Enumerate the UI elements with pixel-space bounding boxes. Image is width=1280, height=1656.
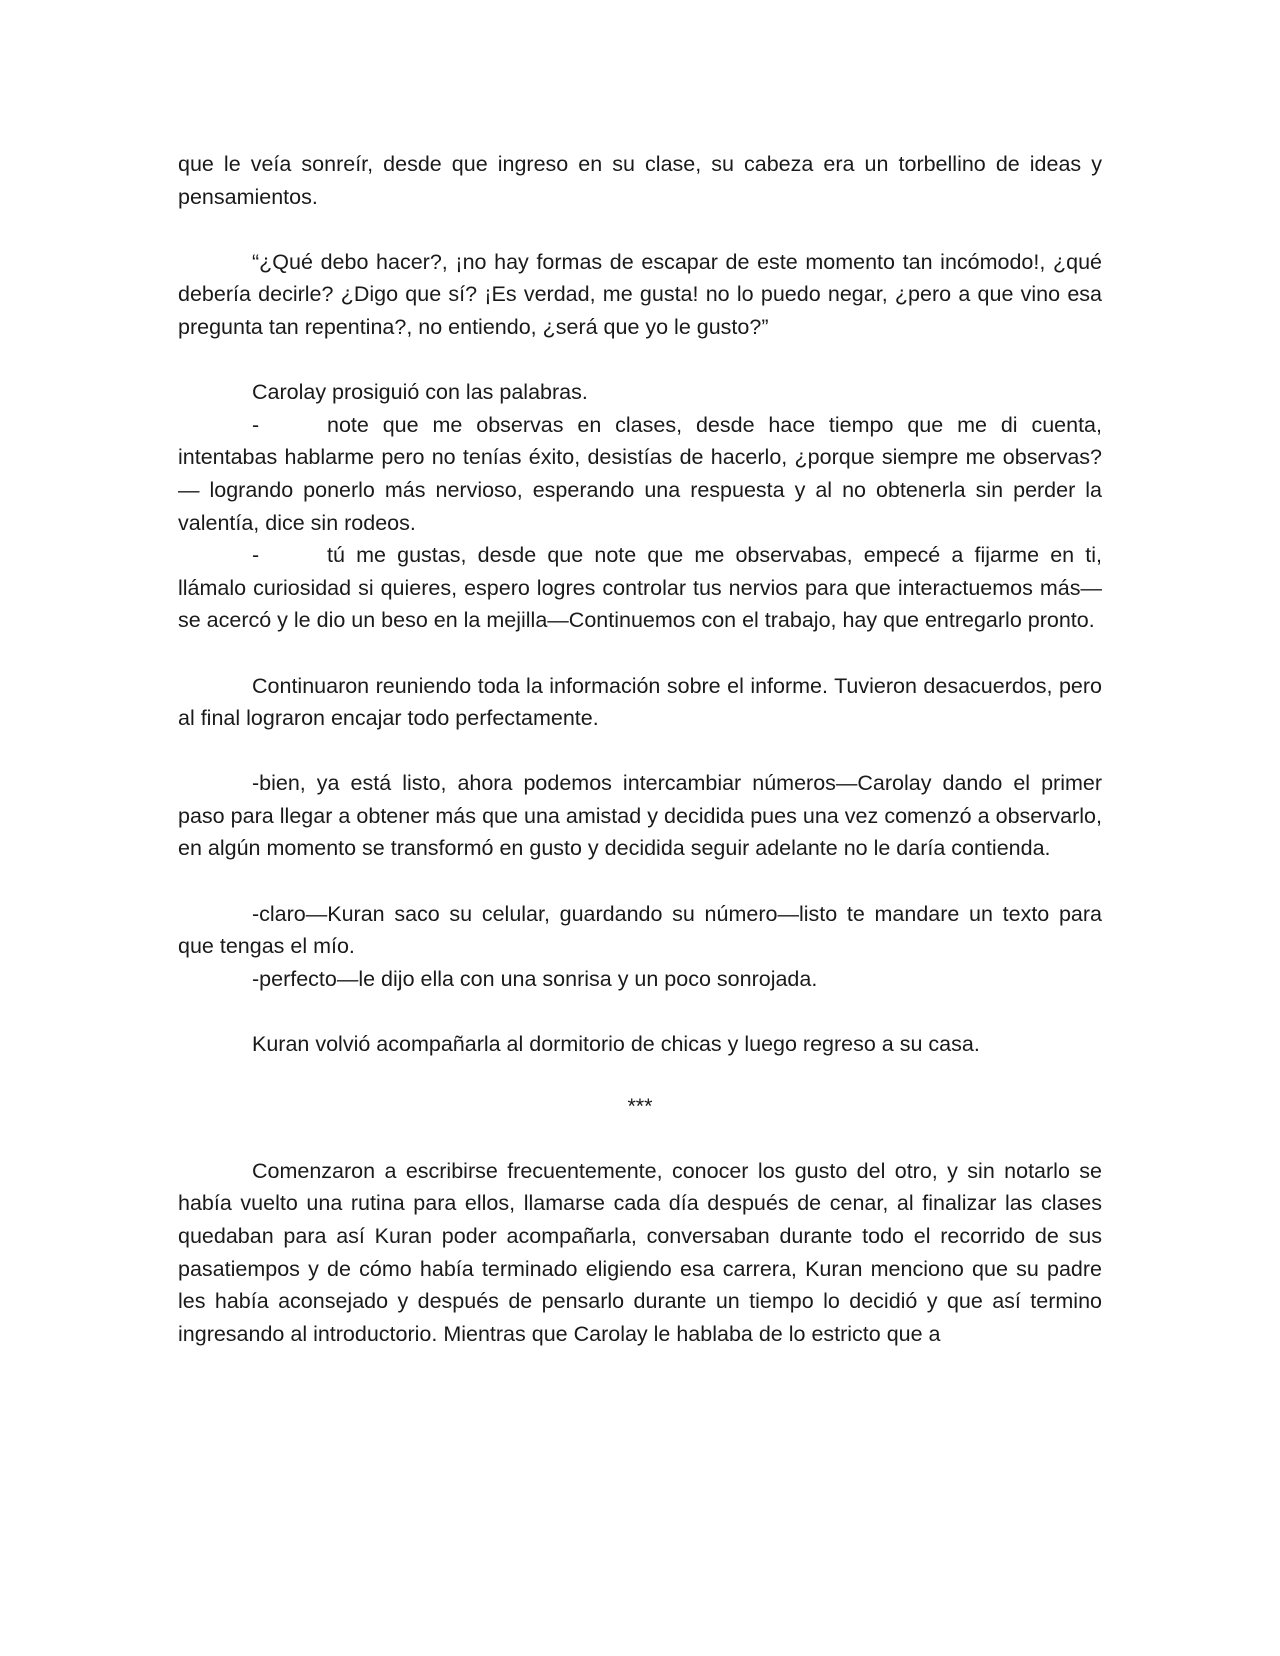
paragraph-4-dialogue	[178, 409, 1102, 539]
paragraph-6: Continuaron reuniendo toda la información sobre el informe. Tuvieron desacuerdos, pero al final lograron encajar todo perfectamente.	[178, 673, 1102, 731]
paragraph-5-text: tú me gustas, desde que note que me observabas, empecé a fijarme en ti, llámalo curiosidad si quieres, espero logres controlar tus nervios para que interactuemos más—se acercó y le dio un beso en la mejilla—Continuemos con el trabajo, hay que entregarlo pronto.	[178, 543, 1102, 633]
paragraph-1: que le veía sonreír, desde que ingreso en su clase, su cabeza era un torbellino de ideas y pensamientos.	[178, 152, 1102, 209]
paragraph-3: Carolay prosiguió con las palabras.	[252, 380, 588, 405]
paragraph-7-dialogue: -bien, ya está listo, ahora podemos intercambiar números—Carolay dando el primer paso para llegar a obtener más que una amistad y decidida pues una vez comenzó a observarlo, en algún momento se transformó en gusto y decidida seguir adelante no le daría contienda.	[178, 771, 1102, 861]
paragraph-10: Kuran volvió acompañarla al dormitorio de chicas y luego regreso a su casa.	[252, 1032, 980, 1057]
dialogue-dash: -	[252, 543, 260, 568]
paragraph-5-dialogue	[178, 539, 1102, 637]
paragraph-8-dialogue: -claro—Kuran saco su celular, guardando su número—listo te mandare un texto para que tengas el mío.	[178, 901, 1102, 959]
paragraph-9-dialogue: -perfecto—le dijo ella con una sonrisa y un poco sonrojada.	[252, 966, 818, 991]
document-page	[178, 148, 1102, 1350]
paragraph-11: Comenzaron a escribirse frecuentemente, conocer los gusto del otro, y sin notarlo se había vuelto una rutina para ellos, llamarse cada día después de cenar, al finalizar las clases quedaban para así Kuran poder acompañarla, conversaban durante todo el recorrido de sus pasatiempos y de cómo había terminado eligiendo esa carrera, Kuran menciono que su padre les había aconsejado y después de pensarlo durante un tiempo lo decidió y que así termino ingresando al introductorio. Mientras que Carolay le hablaba de lo estricto que a	[178, 1158, 1102, 1346]
paragraph-2-thought: “¿Qué debo hacer?, ¡no hay formas de escapar de este momento tan incómodo!, ¿qué debería decirle? ¿Digo que sí? ¡Es verdad, me gusta! no lo puedo negar, ¿pero a que vino esa pregunta tan repentina?, no entiendo, ¿será que yo le gusto?”	[178, 249, 1102, 339]
dialogue-dash: -	[252, 412, 260, 437]
section-separator: ***	[627, 1093, 653, 1118]
paragraph-4-text: note que me observas en clases, desde hace tiempo que me di cuenta, intentabas hablarme pero no tenías éxito, desistías de hacerlo, ¿porque siempre me observas? — logrando ponerlo más nervioso, esperando una respuesta y al no obtenerla sin perder la valentía, dice sin rodeos.	[178, 412, 1102, 535]
